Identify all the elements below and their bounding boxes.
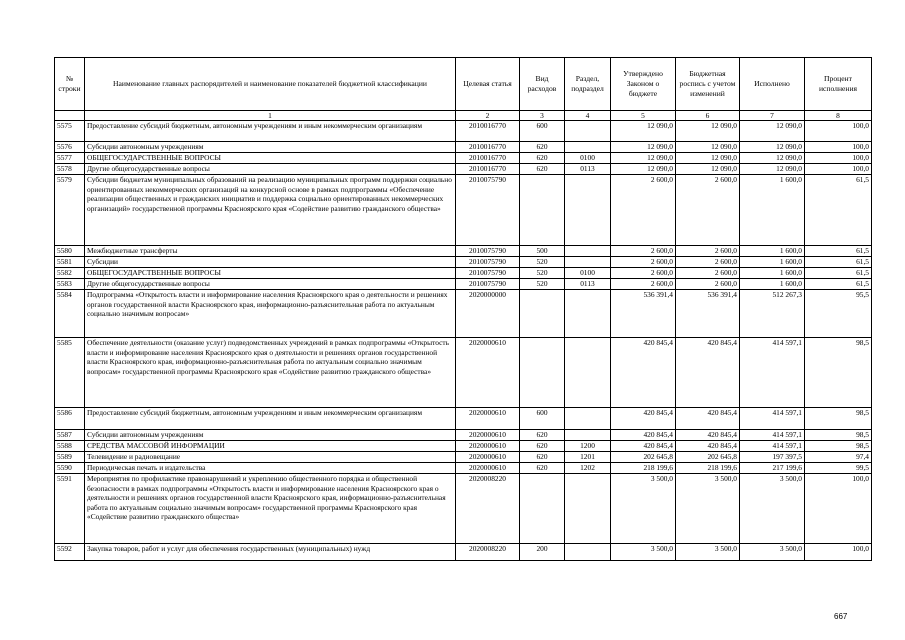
col-number: 3 [520, 111, 565, 121]
row-section: 0113 [565, 279, 611, 290]
col-header-executed: Исполнено [740, 58, 805, 111]
row-budget-list: 420 845,4 [676, 408, 740, 430]
row-target: 2020008220 [456, 474, 520, 544]
col-header-section: Раздел, подраздел [565, 58, 611, 111]
row-section: 0100 [565, 268, 611, 279]
table-row [55, 164, 872, 175]
row-name: Субсидии автономным учреждениям [85, 142, 456, 153]
row-exp-type: 520 [520, 279, 565, 290]
row-name: ОБЩЕГОСУДАРСТВЕННЫЕ ВОПРОСЫ [85, 268, 456, 279]
col-number [55, 111, 85, 121]
row-exp-type: 600 [520, 408, 565, 430]
row-target: 2020000610 [456, 463, 520, 474]
row-name: Субсидии автономным учреждениям [85, 430, 456, 441]
row-number: 5585 [55, 338, 85, 408]
row-percent: 100,0 [805, 121, 872, 142]
table-row [55, 290, 872, 338]
row-executed: 1 600,0 [740, 246, 805, 257]
row-budget-list: 12 090,0 [676, 121, 740, 142]
row-percent: 95,5 [805, 290, 872, 338]
row-budget-list: 2 600,0 [676, 257, 740, 268]
row-name: Другие общегосударственные вопросы [85, 279, 456, 290]
row-target: 2010075790 [456, 268, 520, 279]
row-budget-list: 2 600,0 [676, 279, 740, 290]
row-section [565, 474, 611, 544]
row-executed: 3 500,0 [740, 474, 805, 544]
row-approved: 420 845,4 [611, 338, 676, 408]
row-number: 5590 [55, 463, 85, 474]
row-target: 2010016770 [456, 121, 520, 142]
row-executed: 12 090,0 [740, 121, 805, 142]
row-target: 2020000610 [456, 408, 520, 430]
row-budget-list: 202 645,8 [676, 452, 740, 463]
row-exp-type: 620 [520, 452, 565, 463]
row-exp-type: 520 [520, 268, 565, 279]
row-target: 2010075790 [456, 175, 520, 246]
row-budget-list: 12 090,0 [676, 153, 740, 164]
col-header-budget-list: Бюджетная роспись с учетом изменений [676, 58, 740, 111]
row-name: Предоставление субсидий бюджетным, автономным учреждениям и иным некоммерческим организациям [85, 408, 456, 430]
row-percent: 61,5 [805, 257, 872, 268]
col-header-row-no: № строки [55, 58, 85, 111]
row-name: Закупка товаров, работ и услуг для обеспечения государственных (муниципальных) нужд [85, 544, 456, 561]
row-exp-type: 620 [520, 164, 565, 175]
row-exp-type: 620 [520, 153, 565, 164]
col-number: 8 [805, 111, 872, 121]
row-exp-type: 620 [520, 441, 565, 452]
column-number-row [55, 111, 872, 121]
row-approved: 2 600,0 [611, 268, 676, 279]
row-number: 5578 [55, 164, 85, 175]
row-percent: 100,0 [805, 474, 872, 544]
page-number: 667 [834, 612, 848, 621]
table-row [55, 268, 872, 279]
row-section [565, 142, 611, 153]
row-name: ОБЩЕГОСУДАРСТВЕННЫЕ ВОПРОСЫ [85, 153, 456, 164]
table-row [55, 430, 872, 441]
row-executed: 414 597,1 [740, 441, 805, 452]
table-row [55, 246, 872, 257]
row-section [565, 290, 611, 338]
row-percent: 61,5 [805, 246, 872, 257]
row-section [565, 338, 611, 408]
col-number: 4 [565, 111, 611, 121]
row-target: 2010016770 [456, 164, 520, 175]
row-approved: 12 090,0 [611, 164, 676, 175]
row-budget-list: 420 845,4 [676, 430, 740, 441]
row-percent: 100,0 [805, 153, 872, 164]
table-row [55, 121, 872, 142]
table-row [55, 142, 872, 153]
row-percent: 100,0 [805, 142, 872, 153]
row-approved: 2 600,0 [611, 175, 676, 246]
row-target: 2010075790 [456, 279, 520, 290]
row-number: 5592 [55, 544, 85, 561]
row-executed: 1 600,0 [740, 175, 805, 246]
row-name: Другие общегосударственные вопросы [85, 164, 456, 175]
row-target: 2020000610 [456, 441, 520, 452]
row-name: СРЕДСТВА МАССОВОЙ ИНФОРМАЦИИ [85, 441, 456, 452]
row-number: 5584 [55, 290, 85, 338]
row-percent: 61,5 [805, 175, 872, 246]
row-executed: 3 500,0 [740, 544, 805, 561]
row-budget-list: 218 199,6 [676, 463, 740, 474]
col-header-name: Наименование главных распорядителей и наименование показателей бюджетной классификации [85, 58, 456, 111]
row-number: 5589 [55, 452, 85, 463]
table-row [55, 474, 872, 544]
row-budget-list: 12 090,0 [676, 164, 740, 175]
row-percent: 99,5 [805, 463, 872, 474]
row-name: Обеспечение деятельности (оказание услуг) подведомственных учреждений в рамках подпрограммы «Открытость власти и информирование населения Красноярского края о деятельности и решениях органов государственной власти Красноярского края, информационно-разъяснительная работа по актуальным социально значимым вопросам» государственной программы Красноярского края «Содействие развитию гражданского общества» [85, 338, 456, 408]
row-number: 5581 [55, 257, 85, 268]
row-name: Телевидение и радиовещание [85, 452, 456, 463]
row-name: Субсидии [85, 257, 456, 268]
row-exp-type: 620 [520, 430, 565, 441]
row-section [565, 544, 611, 561]
row-approved: 12 090,0 [611, 121, 676, 142]
row-approved: 202 645,8 [611, 452, 676, 463]
row-target: 2010016770 [456, 153, 520, 164]
row-percent: 100,0 [805, 164, 872, 175]
row-executed: 414 597,1 [740, 338, 805, 408]
row-name: Мероприятия по профилактике правонарушений и укреплению общественного порядка и общественной безопасности в рамках подпрограммы «Открытость власти и информирование населения Красноярского края о деятельности и решениях органов государственной власти Красноярского края, информационно-разъяснительная работа по актуальным социально значимым вопросам» государственной программы Красноярского края «Содействие развитию гражданского общества» [85, 474, 456, 544]
row-number: 5582 [55, 268, 85, 279]
row-approved: 3 500,0 [611, 544, 676, 561]
row-section: 0113 [565, 164, 611, 175]
row-executed: 12 090,0 [740, 153, 805, 164]
row-budget-list: 536 391,4 [676, 290, 740, 338]
row-section [565, 246, 611, 257]
row-section: 1202 [565, 463, 611, 474]
row-executed: 1 600,0 [740, 257, 805, 268]
row-budget-list: 2 600,0 [676, 268, 740, 279]
row-percent: 98,5 [805, 430, 872, 441]
row-executed: 414 597,1 [740, 408, 805, 430]
row-number: 5587 [55, 430, 85, 441]
col-header-target: Целевая статья [456, 58, 520, 111]
row-approved: 420 845,4 [611, 441, 676, 452]
row-number: 5588 [55, 441, 85, 452]
table-row [55, 408, 872, 430]
row-name: Субсидии бюджетам муниципальных образований на реализацию муниципальных программ поддержки социально ориентированных некоммерческих организаций на конкурсной основе в рамках подпрограммы «Обеспечение реализации общественных и гражданских инициатив и поддержка социально ориентированных некоммерческих организаций» государственной программы Красноярского края «Содействие развитию гражданского общества» [85, 175, 456, 246]
row-percent: 61,5 [805, 279, 872, 290]
table-row [55, 279, 872, 290]
row-budget-list: 420 845,4 [676, 441, 740, 452]
row-percent: 98,5 [805, 408, 872, 430]
row-budget-list: 12 090,0 [676, 142, 740, 153]
row-percent: 98,5 [805, 338, 872, 408]
budget-table [54, 57, 872, 561]
row-number: 5580 [55, 246, 85, 257]
col-number: 5 [611, 111, 676, 121]
row-approved: 420 845,4 [611, 430, 676, 441]
row-section: 0100 [565, 153, 611, 164]
row-number: 5575 [55, 121, 85, 142]
row-approved: 2 600,0 [611, 279, 676, 290]
row-number: 5576 [55, 142, 85, 153]
row-approved: 420 845,4 [611, 408, 676, 430]
row-budget-list: 3 500,0 [676, 474, 740, 544]
row-percent: 97,4 [805, 452, 872, 463]
row-exp-type [520, 338, 565, 408]
row-section: 1200 [565, 441, 611, 452]
table-body [55, 121, 872, 561]
row-exp-type [520, 474, 565, 544]
col-number: 1 [85, 111, 456, 121]
row-target: 2010075790 [456, 257, 520, 268]
col-header-approved: Утверждено Законом о бюджете [611, 58, 676, 111]
row-name: Подпрограмма «Открытость власти и информирование населения Красноярского края о деятельности и решениях органов государственной власти Красноярского края, информационно-разъяснительная работа по актуальным социально значимым вопросам» [85, 290, 456, 338]
row-budget-list: 3 500,0 [676, 544, 740, 561]
row-exp-type: 620 [520, 142, 565, 153]
table-row [55, 338, 872, 408]
row-exp-type [520, 290, 565, 338]
row-budget-list: 2 600,0 [676, 175, 740, 246]
row-target: 2010016770 [456, 142, 520, 153]
row-budget-list: 2 600,0 [676, 246, 740, 257]
row-executed: 197 397,5 [740, 452, 805, 463]
col-header-percent: Процент исполнения [805, 58, 872, 111]
row-exp-type: 520 [520, 257, 565, 268]
header-row [55, 58, 872, 111]
row-exp-type: 620 [520, 463, 565, 474]
row-name: Периодическая печать и издательства [85, 463, 456, 474]
table-row [55, 175, 872, 246]
row-name: Межбюджетные трансферты [85, 246, 456, 257]
row-executed: 414 597,1 [740, 430, 805, 441]
row-executed: 512 267,3 [740, 290, 805, 338]
row-approved: 12 090,0 [611, 142, 676, 153]
row-budget-list: 420 845,4 [676, 338, 740, 408]
row-number: 5586 [55, 408, 85, 430]
row-target: 2020000610 [456, 338, 520, 408]
table-row [55, 452, 872, 463]
row-exp-type: 500 [520, 246, 565, 257]
row-target: 2020000610 [456, 452, 520, 463]
table-row [55, 544, 872, 561]
row-executed: 12 090,0 [740, 142, 805, 153]
row-approved: 12 090,0 [611, 153, 676, 164]
col-number: 7 [740, 111, 805, 121]
row-target: 2020008220 [456, 544, 520, 561]
row-section [565, 408, 611, 430]
row-section [565, 175, 611, 246]
row-percent: 61,5 [805, 268, 872, 279]
row-number: 5583 [55, 279, 85, 290]
row-section [565, 257, 611, 268]
col-number: 6 [676, 111, 740, 121]
row-executed: 217 199,6 [740, 463, 805, 474]
row-executed: 1 600,0 [740, 279, 805, 290]
row-number: 5591 [55, 474, 85, 544]
row-name: Предоставление субсидий бюджетным, автономным учреждениям и иным некоммерческим организациям [85, 121, 456, 142]
table-row [55, 463, 872, 474]
row-approved: 2 600,0 [611, 257, 676, 268]
row-percent: 100,0 [805, 544, 872, 561]
row-target: 2020000610 [456, 430, 520, 441]
row-approved: 218 199,6 [611, 463, 676, 474]
row-executed: 12 090,0 [740, 164, 805, 175]
row-section [565, 430, 611, 441]
row-exp-type [520, 175, 565, 246]
row-approved: 3 500,0 [611, 474, 676, 544]
row-target: 2010075790 [456, 246, 520, 257]
row-section [565, 121, 611, 142]
col-header-exp-type: Вид расходов [520, 58, 565, 111]
row-section: 1201 [565, 452, 611, 463]
table-row [55, 257, 872, 268]
table-row [55, 441, 872, 452]
row-number: 5579 [55, 175, 85, 246]
row-approved: 536 391,4 [611, 290, 676, 338]
row-exp-type: 600 [520, 121, 565, 142]
table-row [55, 153, 872, 164]
row-percent: 98,5 [805, 441, 872, 452]
row-number: 5577 [55, 153, 85, 164]
row-approved: 2 600,0 [611, 246, 676, 257]
row-exp-type: 200 [520, 544, 565, 561]
col-number: 2 [456, 111, 520, 121]
row-target: 2020000000 [456, 290, 520, 338]
row-executed: 1 600,0 [740, 268, 805, 279]
